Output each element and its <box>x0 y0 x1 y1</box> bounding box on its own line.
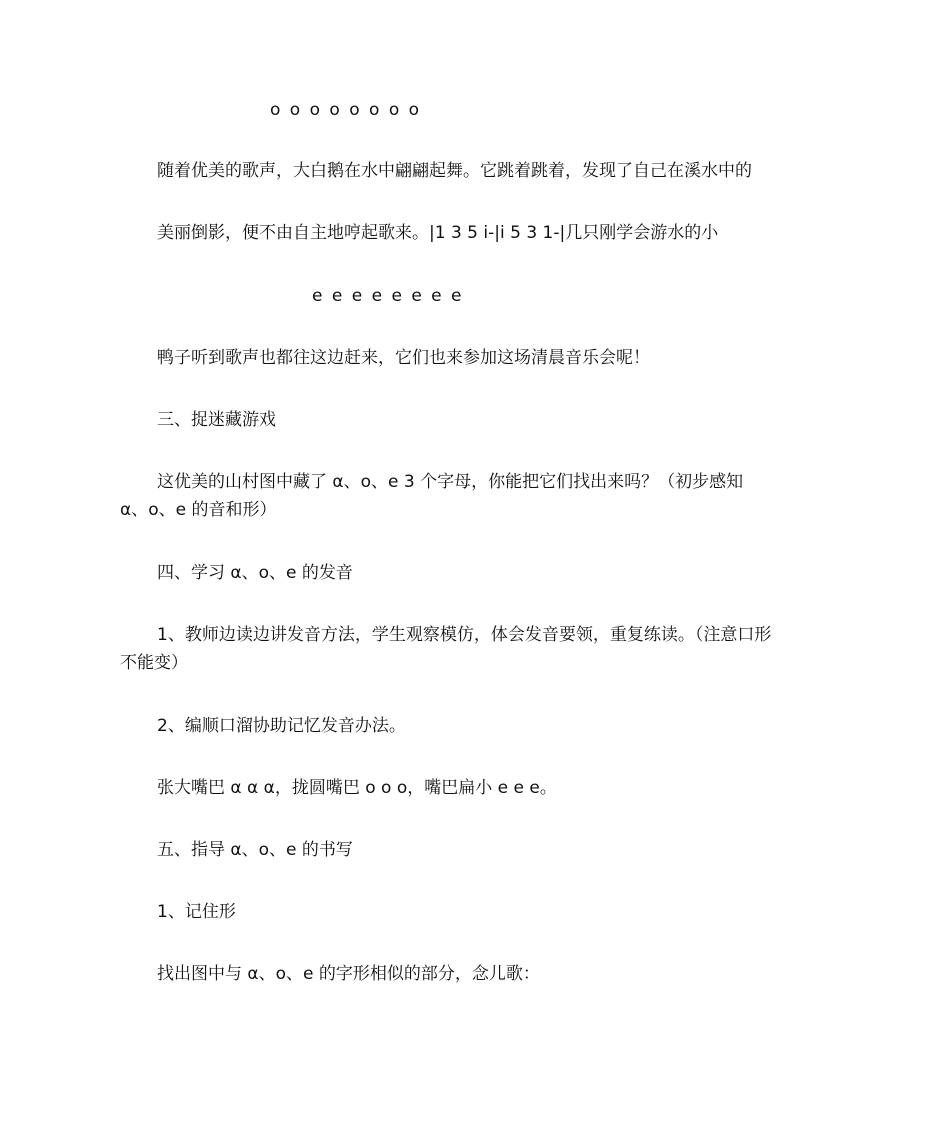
paragraph-swan-line-2: 美丽倒影，便不由自主地哼起歌来。|1 3 5 i-|i 5 3 1-|几只刚学会游水的小 <box>157 223 719 243</box>
section-heading-3: 三、捉迷藏游戏 <box>157 410 276 430</box>
music-notes-e: e e e e e e e e <box>312 286 464 306</box>
paragraph-ducks: 鸭子听到歌声也都往这边赶来，它们也来参加这场清晨音乐会呢！ <box>157 348 650 368</box>
paragraph-find: 找出图中与 α、o、e 的字形相似的部分，念儿歌： <box>157 964 540 984</box>
section-heading-4: 四、学习 α、o、e 的发音 <box>157 563 353 583</box>
paragraph-swan-line-1: 随着优美的歌声，大白鹅在水中翩翩起舞。它跳着跳着，发现了自己在溪水中的 <box>157 161 752 181</box>
music-notes-o: o o o o o o o o <box>270 100 422 120</box>
list-item-4-1-line-1: 1、教师边读边讲发音方法，学生观察模仿，体会发音要领，重复练读。（注意口形 <box>157 625 772 645</box>
paragraph-hide-line-2: α、o、e 的音和形） <box>120 500 277 520</box>
list-item-5-1: 1、记住形 <box>157 902 236 922</box>
list-item-4-1-line-2: 不能变） <box>120 653 188 673</box>
paragraph-hide-line-1: 这优美的山村图中藏了 α、o、e 3 个字母，你能把它们找出来吗？（初步感知 <box>157 472 744 492</box>
list-item-4-2: 2、编顺口溜协助记忆发音办法。 <box>157 716 406 736</box>
rhyme-line: 张大嘴巴 α α α，拢圆嘴巴 o o o，嘴巴扁小 e e e。 <box>157 778 557 798</box>
section-heading-5: 五、指导 α、o、e 的书写 <box>157 840 353 860</box>
